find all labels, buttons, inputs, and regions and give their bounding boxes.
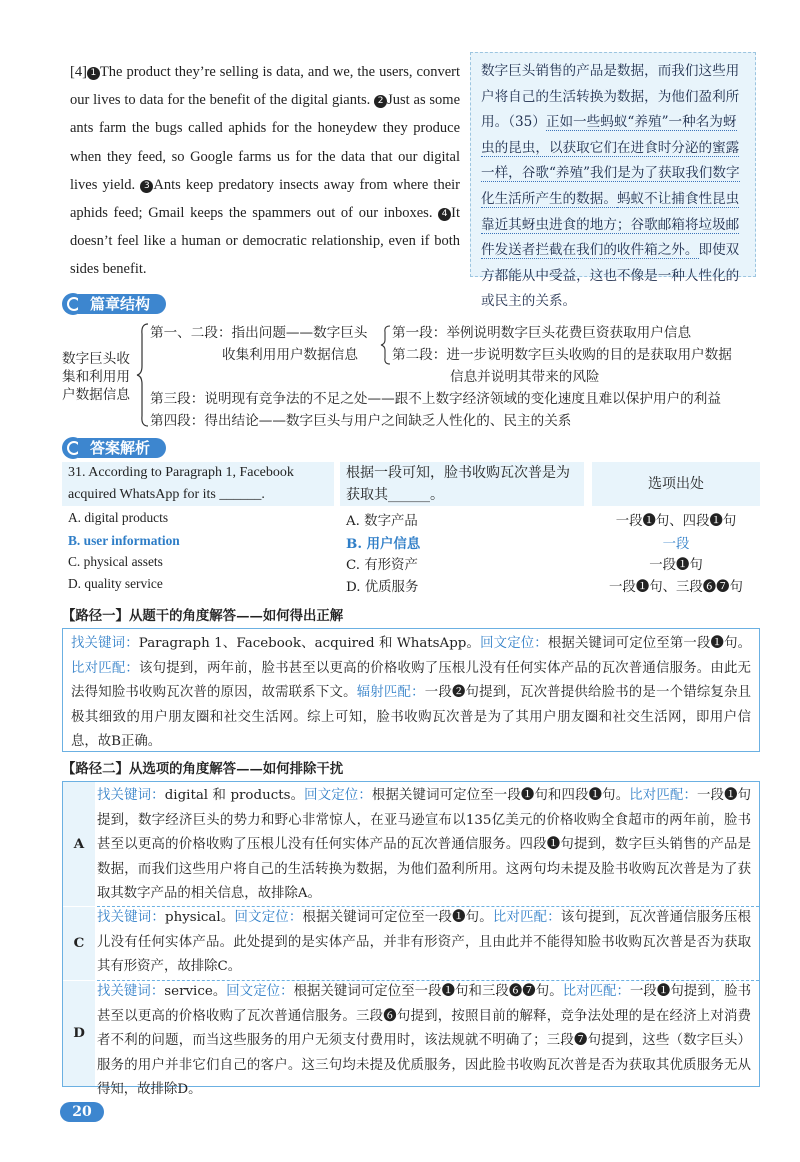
row-a-letter: A [63, 782, 95, 906]
keyword-label: 找关键词： [97, 788, 165, 803]
structure-section-title [62, 293, 202, 315]
passage-sentence-1: The product they’re selling is data, and we, the users, convert our lives to data for the benefit of the digital giants. [70, 64, 460, 109]
path2-box [62, 781, 760, 1098]
structure-p12-b: 收集利用用户数据信息 [222, 347, 358, 363]
locate-label: 回文定位： [226, 984, 294, 999]
option-b-source: 一段 [662, 537, 690, 552]
option-d-source: 一段❶句、三段❻❼句 [609, 580, 743, 595]
brace-icon [136, 322, 150, 428]
path1-locate: 根据关键词可定位至第一段❶句。 [547, 636, 752, 651]
path1-box [62, 628, 760, 752]
row-d-letter: D [63, 981, 95, 1086]
path1-compare: 该句提到，两年前，脸书甚至以更高的价格收购了压根儿没有任何实体产品的瓦次普通信服务。由此无法得知脸书收购瓦次普的原因，故需联系下文。 [71, 660, 752, 701]
option-c-source: 一段❶句 [649, 558, 703, 573]
translation-box [470, 52, 756, 310]
sentence-number: 2 [374, 95, 387, 108]
brace-icon [380, 324, 392, 366]
structure-p4: 第四段：得出结论——数字巨头与用户之间缺乏人性化的、民主的关系 [150, 413, 572, 429]
compare-label: 比对匹配： [492, 910, 561, 925]
answer-section-title [62, 437, 202, 459]
compare-label: 比对匹配： [71, 660, 140, 676]
page-number: 20 [60, 1102, 104, 1122]
passage-label: [4] [70, 64, 87, 80]
path1-title: 【路径一】从题干的角度解答——如何得出正解 [62, 608, 344, 624]
answer-title-text: 答案解析 [78, 438, 166, 458]
sentence-number: 1 [87, 67, 100, 80]
option-a-source: 一段❶句、四段❶句 [615, 514, 737, 529]
row-c-keywords: physical。 [165, 910, 235, 925]
structure-p12-a: 第一、二段：指出问题——数字巨头 [150, 325, 368, 341]
question-cn-line1: 根据一段可知，脸书收购瓦次普是为 [346, 465, 570, 481]
keyword-label: 找关键词： [97, 984, 165, 999]
row-c-letter: C [63, 907, 95, 980]
compare-label: 比对匹配： [562, 984, 630, 999]
locate-label: 回文定位： [480, 636, 548, 651]
row-d-locate: 根据关键词可定位至一段❶句和三段❻❼句。 [293, 984, 563, 999]
structure-p3: 第三段：说明现有竞争法的不足之处——跟不上数字经济领域的变化速度且难以保护用户的利益 [150, 391, 721, 407]
row-c-locate: 根据关键词可定位至一段❶句。 [302, 910, 493, 925]
option-a-en: A. digital products [68, 510, 169, 525]
compare-label: 比对匹配： [629, 788, 697, 803]
keyword-label: 找关键词： [97, 910, 165, 925]
structure-root: 数字巨头收集和利用用户数据信息 [62, 351, 130, 403]
passage-sentence-3: Ants keep predatory insects away from where their aphids feed; Gmail keeps the spammers out of our inboxes. [70, 176, 461, 222]
sentence-number: 3 [140, 180, 153, 193]
translation-1: 数字巨头销售的产品是数据，而我们这些用户将自己的生活转换为数据，为他们盈利所用。（35） [481, 63, 740, 131]
sentence-number: 4 [438, 208, 451, 221]
row-a-text [97, 784, 751, 907]
row-a-keywords: digital 和 products。 [164, 788, 305, 803]
option-c-en: C. physical assets [68, 554, 163, 569]
row-c-text [97, 906, 751, 980]
translation-2: 正如一些蚂蚁“养殖”一种名为蚜虫的昆虫，以获取它们在进食时分泌的蜜露一样，谷歌“养殖”我们是为了获取我们数字化生活所产生的数据。 [481, 114, 740, 207]
locate-label: 回文定位： [304, 788, 372, 803]
path1-radiate: 一段❷句提到，瓦次普提供给脸书的是一个错综复杂且极其细致的用户朋友圈和社交生活网。综上可知，脸书收购瓦次普是为了其用户朋友圈和社交生活网，即用户信息，故B正确。 [71, 685, 752, 750]
structure-p2-a: 第二段：进一步说明数字巨头收购的目的是获取用户数据 [392, 347, 732, 363]
passage-sentence-2: Just as some ants farm the bugs called aphids for the honeydew they produce when they feed, so Google farms us for the data that our digital lives yield. [70, 92, 461, 193]
locate-label: 回文定位： [234, 910, 303, 925]
row-a-locate: 根据关键词可定位至一段❶句和四段❶句。 [371, 788, 630, 803]
row-a-compare: 一段❶句提到，数字经济巨头的势力和野心非常惊人，在亚马逊宣布以135亿美元的价格收购全食超市的两年前，脸书甚至以更高的价格收购了压根儿没有任何实体产品的瓦次普通信服务。四段❶句提到，数字巨头销售的产品是数据，而我们这些用户将自己的生活转换为数据，为他们盈利所用。这两句均未提及脸书收购瓦次普是为了获取其数字产品的相关信息，故排除A。 [97, 788, 752, 902]
row-c-compare: 该句提到，瓦次普通信服务压根儿没有任何实体产品。此处提到的是实体产品，并非有形资产，且由此并不能得知脸书收购瓦次普是否为获取其有形资产，故排除C。 [97, 910, 752, 975]
structure-title-text: 篇章结构 [78, 294, 166, 314]
option-b-en: B. user information [68, 533, 180, 548]
source-head: 选项出处 [648, 476, 704, 492]
question-en-line2: acquired WhatsApp for its ______. [68, 487, 265, 502]
option-c-cn: C. 有形资产 [346, 558, 418, 573]
row-d-compare: 一段❶句提到，脸书甚至以更高的价格收购了瓦次普通信服务。三段❻句提到，按照目前的解释，竞争法处理的是在经济上对消费者不利的问题，而当这些服务的用户无须支付费用时，该法规就不明确了；三段❼句提到，这些（数字巨头）服务的用户并非它们自己的客户。这三句均未提及优质服务，因此脸书收购瓦次普是否为获取其优质服务无从得知，故排除D。 [97, 984, 752, 1098]
passage-sentence-4: It doesn’t feel like a human or democratic relationship, even if both sides benefit. [70, 205, 460, 278]
question-en-line1: 31. According to Paragraph 1, Facebook [68, 465, 294, 480]
path2-title: 【路径二】从选项的角度解答——如何排除干扰 [62, 761, 344, 777]
option-b-cn: B. 用户信息 [346, 536, 421, 552]
path1-keywords: Paragraph 1、Facebook、acquired 和 WhatsApp。 [138, 636, 481, 651]
english-passage [70, 58, 460, 284]
option-d-en: D. quality service [68, 576, 163, 591]
keyword-label: 找关键词： [71, 636, 139, 651]
question-cn-line2: 获取其______。 [346, 487, 444, 503]
translation-4: 即使双方都能从中受益，这也不像是一种人性化的或民主的关系。 [481, 242, 740, 310]
structure-p1: 第一段：举例说明数字巨头花费巨资获取用户信息 [392, 325, 692, 341]
structure-p2-b: 信息并说明其带来的风险 [450, 369, 600, 385]
row-d-keywords: service。 [164, 984, 227, 999]
option-d-cn: D. 优质服务 [346, 580, 419, 595]
radiate-label: 辐射匹配： [356, 685, 425, 701]
row-d-text [97, 980, 751, 1103]
translation-3: 蚂蚁不让捕食性昆虫靠近其蚜虫进食的地方；谷歌邮箱将垃圾邮件发送者拦截在我们的收件箱之外。 [481, 190, 740, 259]
option-a-cn: A. 数字产品 [346, 514, 418, 529]
